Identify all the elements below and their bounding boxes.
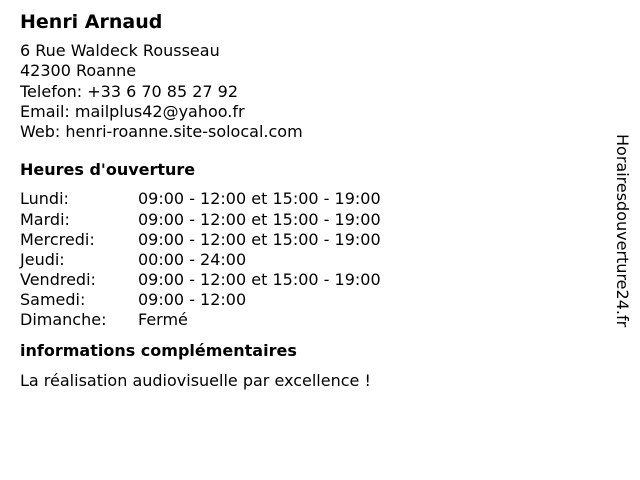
day-label: Mardi:	[20, 209, 70, 229]
day-label: Lundi:	[20, 189, 69, 209]
hours-row	[20, 210, 600, 230]
hours-row	[20, 250, 600, 270]
day-hours: 09:00 - 12:00 et 15:00 - 19:00	[138, 209, 381, 229]
info-heading: informations complémentaires	[20, 341, 297, 361]
day-label: Samedi:	[20, 289, 86, 309]
day-label: Mercredi:	[20, 229, 95, 249]
hours-heading: Heures d'ouverture	[20, 160, 196, 180]
hours-row	[20, 230, 600, 250]
address-block	[20, 41, 600, 142]
business-card	[20, 8, 600, 391]
business-name: Henri Arnaud	[20, 11, 163, 33]
day-label: Vendredi:	[20, 269, 96, 289]
day-label: Jeudi:	[20, 249, 65, 269]
website: Web: henri-roanne.site-solocal.com	[20, 122, 303, 142]
site-watermark	[610, 134, 634, 374]
hours-row	[20, 189, 600, 209]
day-hours: 09:00 - 12:00	[138, 289, 247, 309]
day-hours: 00:00 - 24:00	[138, 249, 247, 269]
watermark-text: Horairesdouverture24.fr	[613, 134, 632, 328]
hours-row	[20, 270, 600, 290]
hours-row	[20, 290, 600, 310]
hours-table	[20, 189, 600, 330]
day-label: Dimanche:	[20, 310, 107, 330]
street-address: 6 Rue Waldeck Rousseau	[20, 41, 220, 60]
phone: Telefon: +33 6 70 85 27 92	[20, 81, 239, 101]
email: Email: mailplus42@yahoo.fr	[20, 101, 245, 121]
day-hours: Fermé	[138, 310, 188, 330]
day-hours: 09:00 - 12:00 et 15:00 - 19:00	[138, 189, 381, 209]
day-hours: 09:00 - 12:00 et 15:00 - 19:00	[138, 269, 381, 289]
city: 42300 Roanne	[20, 61, 137, 81]
day-hours: 09:00 - 12:00 et 15:00 - 19:00	[138, 229, 381, 249]
info-text: La réalisation audiovisuelle par excellence !	[20, 371, 371, 391]
hours-row	[20, 310, 600, 330]
